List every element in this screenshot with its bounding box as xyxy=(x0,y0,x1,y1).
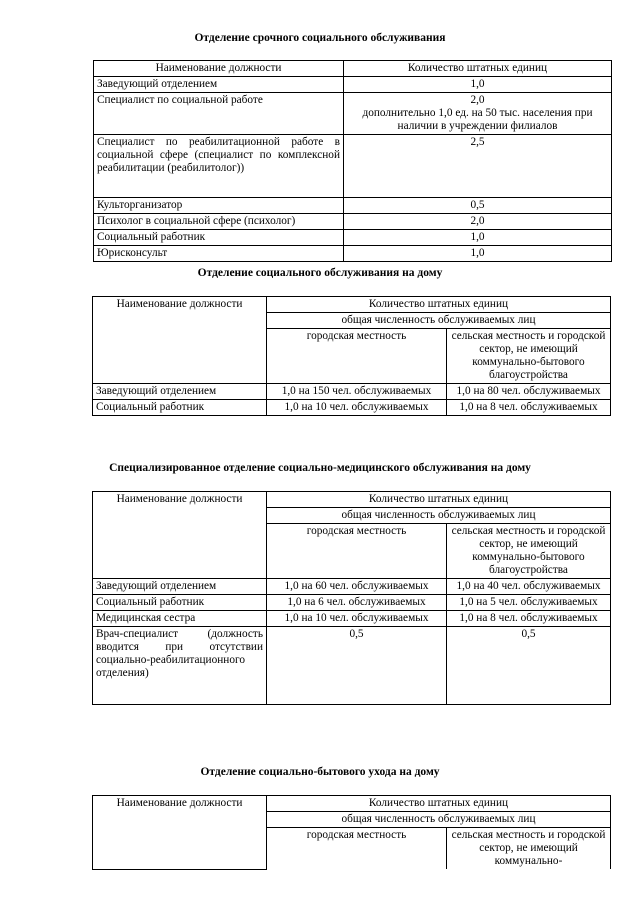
header-position: Наименование должности xyxy=(93,297,267,384)
header-total: общая численность обслуживаемых лиц xyxy=(267,508,611,524)
table-home-service xyxy=(92,296,611,416)
header-count: Количество штатных единиц xyxy=(267,796,611,812)
section-title-domestic-care: Отделение социально-бытового ухода на дому xyxy=(200,766,440,778)
table-row xyxy=(93,400,611,416)
urban-cell: 1,0 на 10 чел. обслуживаемых xyxy=(267,400,447,416)
header-count: Количество штатных единиц xyxy=(267,492,611,508)
rural-cell: 1,0 на 80 чел. обслуживаемых xyxy=(447,384,611,400)
table-row xyxy=(94,246,612,262)
rural-cell: 0,5 xyxy=(447,627,611,705)
position-cell: Заведующий отделением xyxy=(93,384,267,400)
position-cell: Медицинская сестра xyxy=(93,611,267,627)
count-cell: 1,0 xyxy=(344,230,612,246)
rural-cell: 1,0 на 5 чел. обслуживаемых xyxy=(447,595,611,611)
count-cell: 1,0 xyxy=(344,77,612,93)
header-rural: сельская местность и городской сектор, не имеющий коммунально-бытового благоустройства xyxy=(447,524,611,579)
table-domestic-care xyxy=(92,795,611,870)
table-row xyxy=(94,198,612,214)
rural-cell: 1,0 на 40 чел. обслуживаемых xyxy=(447,579,611,595)
rural-cell: 1,0 на 8 чел. обслуживаемых xyxy=(447,400,611,416)
count-value: 2,0 xyxy=(470,94,485,106)
section-title-home-service: Отделение социального обслуживания на дому xyxy=(197,267,443,279)
table-header-row xyxy=(94,61,612,77)
table-row xyxy=(94,135,612,198)
count-cell: 2,5 xyxy=(344,135,612,198)
table-row xyxy=(93,579,611,595)
position-cell: Культорганизатор xyxy=(94,198,344,214)
header-count: Количество штатных единиц xyxy=(344,61,612,77)
table-row xyxy=(94,77,612,93)
count-note: дополнительно 1,0 ед. на 50 тыс. населения при наличии в учреждении филиалов xyxy=(362,107,593,132)
table-row xyxy=(94,214,612,230)
urban-cell: 0,5 xyxy=(267,627,447,705)
position-cell: Заведующий отделением xyxy=(94,77,344,93)
position-cell: Социальный работник xyxy=(94,230,344,246)
header-urban: городская местность xyxy=(267,828,447,870)
section-title-medical-home-service: Специализированное отделение социально-медицинского обслуживания на дому xyxy=(109,462,531,474)
table-medical-home-service xyxy=(92,491,611,705)
header-total: общая численность обслуживаемых лиц xyxy=(267,812,611,828)
header-rural: сельская местность и городской сектор, не имеющий коммунально-бытового благоустройства xyxy=(447,329,611,384)
position-cell: Социальный работник xyxy=(93,400,267,416)
urban-cell: 1,0 на 150 чел. обслуживаемых xyxy=(267,384,447,400)
table-header-row xyxy=(93,796,611,812)
table-urgent-service xyxy=(93,60,612,262)
header-urban: городская местность xyxy=(267,329,447,384)
position-cell: Социальный работник xyxy=(93,595,267,611)
urban-cell: 1,0 на 60 чел. обслуживаемых xyxy=(267,579,447,595)
header-total: общая численность обслуживаемых лиц xyxy=(267,313,611,329)
urban-cell: 1,0 на 6 чел. обслуживаемых xyxy=(267,595,447,611)
position-cell: Специалист по реабилитационной работе в социальной сфере (специалист по комплексной реабилитации (реабилитолог)) xyxy=(94,135,344,198)
count-cell: 2,0 xyxy=(344,214,612,230)
urban-cell: 1,0 на 10 чел. обслуживаемых xyxy=(267,611,447,627)
section-title-urgent-service: Отделение срочного социального обслуживания xyxy=(194,32,446,44)
table-header-row xyxy=(93,297,611,313)
header-count: Количество штатных единиц xyxy=(267,297,611,313)
count-cell xyxy=(344,93,612,135)
table-row xyxy=(93,595,611,611)
position-cell: Психолог в социальной сфере (психолог) xyxy=(94,214,344,230)
table-row xyxy=(93,627,611,705)
table-row xyxy=(93,611,611,627)
header-position: Наименование должности xyxy=(93,796,267,870)
header-position: Наименование должности xyxy=(94,61,344,77)
header-position: Наименование должности xyxy=(93,492,267,579)
count-cell: 0,5 xyxy=(344,198,612,214)
header-rural: сельская местность и городской сектор, не имеющий коммунально- xyxy=(447,828,611,870)
count-cell: 1,0 xyxy=(344,246,612,262)
header-urban: городская местность xyxy=(267,524,447,579)
rural-cell: 1,0 на 8 чел. обслуживаемых xyxy=(447,611,611,627)
position-cell: Юрисконсульт xyxy=(94,246,344,262)
table-row xyxy=(94,93,612,135)
position-cell: Заведующий отделением xyxy=(93,579,267,595)
position-cell: Специалист по социальной работе xyxy=(94,93,344,135)
table-header-row xyxy=(93,492,611,508)
table-row xyxy=(93,384,611,400)
table-row xyxy=(94,230,612,246)
position-cell: Врач-специалист (должность вводится при отсутствии социально-реабилитационного отделения) xyxy=(93,627,267,705)
